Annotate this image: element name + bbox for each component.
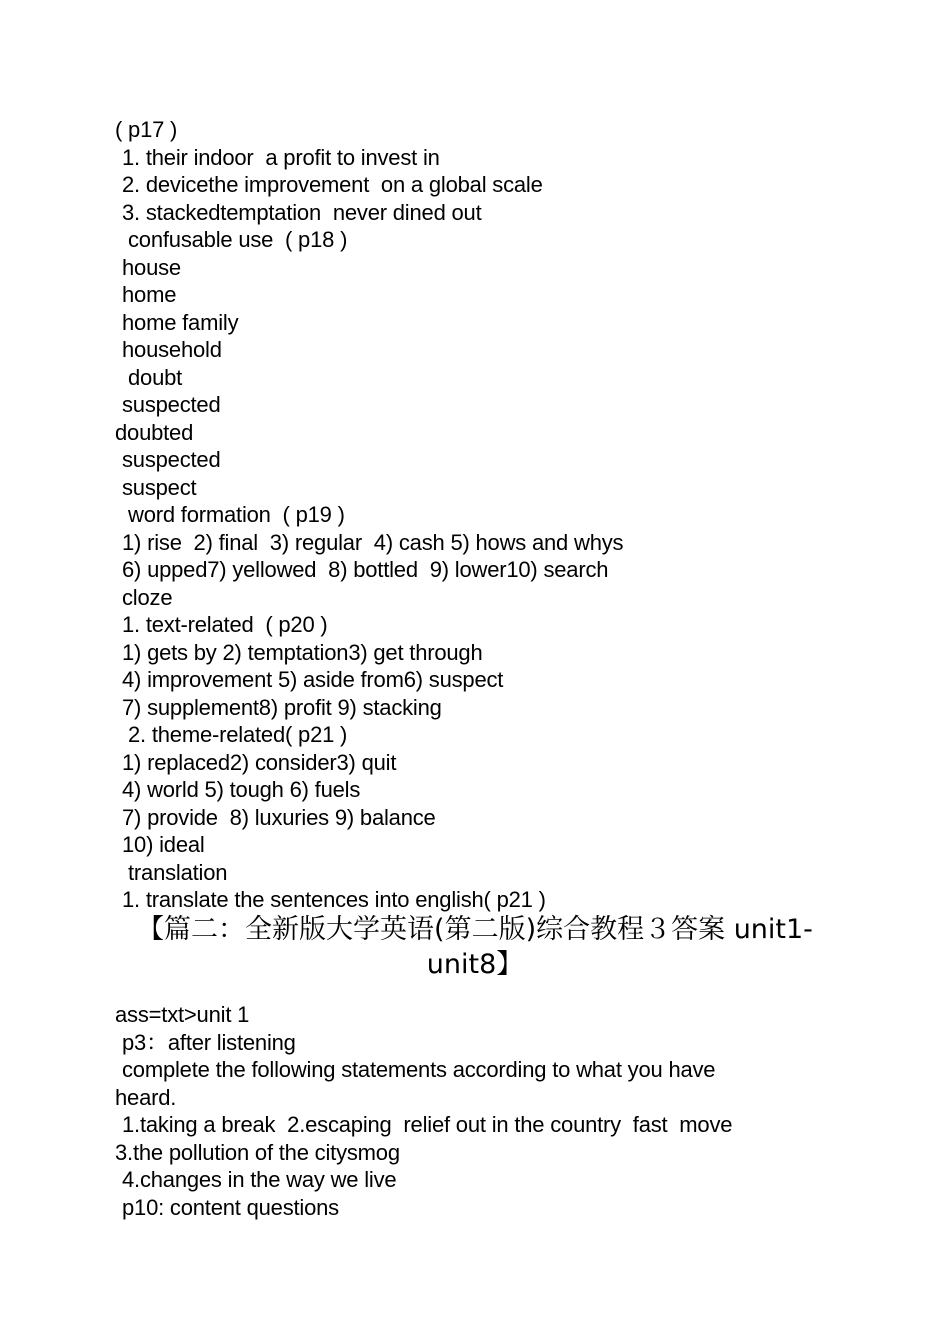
text-line: 1. translate the sentences into english( p21 ) <box>122 887 546 912</box>
text-line: heard. <box>115 1084 177 1110</box>
text-line: household <box>122 337 222 362</box>
text-line: 2. devicethe improvement on a global scale <box>122 172 543 197</box>
text-line: p3：after listening <box>122 1029 296 1055</box>
text-line: suspected <box>122 392 221 417</box>
text-line: 2. theme-related( p21 ) <box>128 722 348 747</box>
text-line: house <box>122 254 181 280</box>
text-line: home <box>122 282 177 307</box>
text-line: suspect <box>122 474 197 500</box>
text-line: 4.changes in the way we live <box>122 1167 397 1192</box>
text-line: home family <box>122 309 239 335</box>
text-line: suspected <box>122 447 221 472</box>
text-line: 1) replaced2) consider3) quit <box>122 749 397 775</box>
answer-key-section-two <box>115 1001 835 1221</box>
section-label: word formation ( p19 ) <box>128 502 345 527</box>
text-line: 1. text-related ( p20 ) <box>122 612 328 637</box>
text-line: ass=txt>unit 1 <box>115 1002 250 1027</box>
text-line: 7) supplement8) profit 9) stacking <box>122 694 442 720</box>
text-line: 4) improvement 5) aside from6) suspect <box>122 667 504 692</box>
text-line: 4) world 5) tough 6) fuels <box>122 777 361 802</box>
answer-key-section-one <box>115 116 835 914</box>
section-label: cloze <box>122 584 173 610</box>
text-line: doubt <box>128 364 183 390</box>
text-line: complete the following statements according to what you have <box>122 1057 716 1082</box>
chapter-heading <box>115 912 835 982</box>
text-line: 1) rise 2) final 3) regular 4) cash 5) hows and whys <box>122 529 624 555</box>
text-line: p10: content questions <box>122 1194 339 1220</box>
text-line: 6) upped7) yellowed 8) bottled 9) lower10) search <box>122 557 609 582</box>
section-label: confusable use ( p18 ) <box>128 227 348 252</box>
text-line: doubted <box>115 419 194 445</box>
text-line: 10) ideal <box>122 832 205 857</box>
heading-line: 【篇二：全新版大学英语(第二版)综合教程３答案 unit1- <box>137 914 813 945</box>
section-label: translation <box>128 859 228 885</box>
text-line: 3. stackedtemptation never dined out <box>122 199 482 225</box>
text-line: 1) gets by 2) temptation3) get through <box>122 639 483 665</box>
heading-line: unit8】 <box>426 949 524 980</box>
text-line: 1.taking a break 2.escaping relief out in the country fast move <box>122 1112 733 1137</box>
text-line: 7) provide 8) luxuries 9) balance <box>122 804 436 830</box>
text-line: 1. their indoor a profit to invest in <box>122 144 440 170</box>
text-line: 3.the pollution of the citysmog <box>115 1139 400 1165</box>
text-line: ( p17 ) <box>115 117 178 142</box>
